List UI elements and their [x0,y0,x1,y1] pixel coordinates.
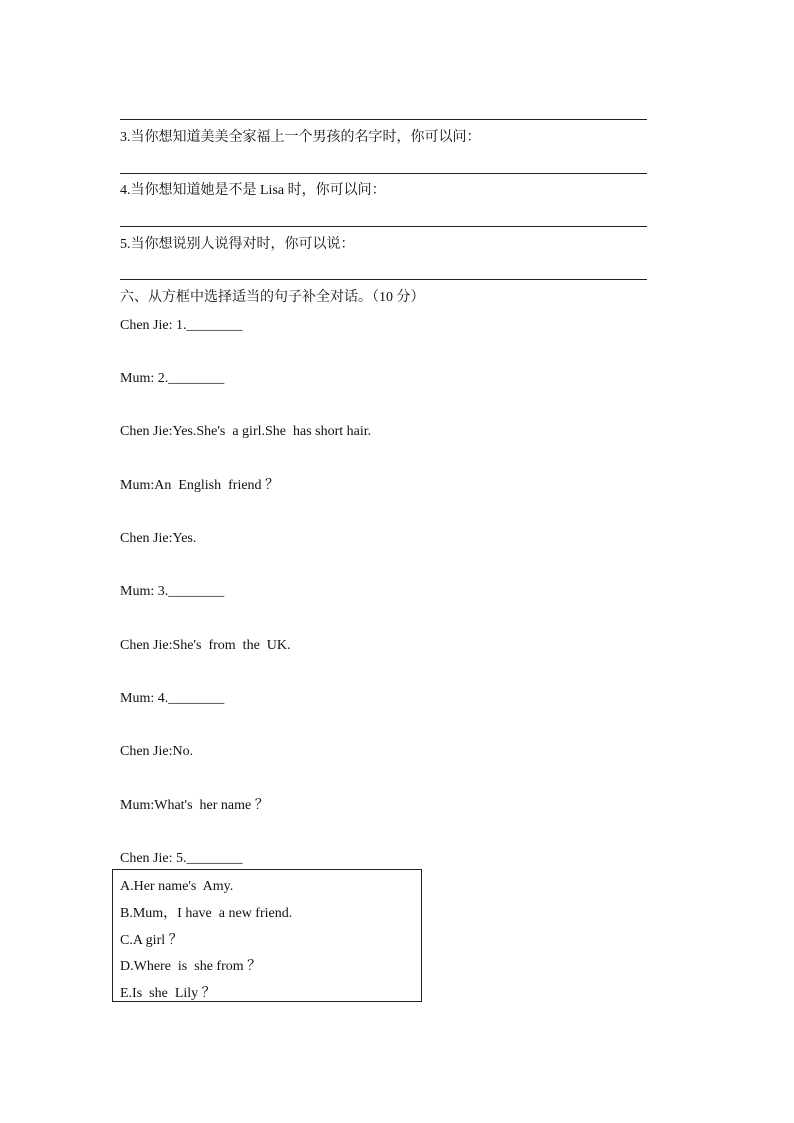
question-5-text: 当你想说别人说得对时，你可以说： [130,237,355,252]
dialogue-line-3: Chen Jie:Yes.She's a girl.She has short hair. [120,424,372,439]
option-e: E.Is she Lily ？ [120,986,216,1001]
answer-line-4[interactable] [120,226,647,227]
answer-line-3[interactable] [120,173,647,174]
dialogue-line-11: Chen Jie: 5.________ [120,851,243,866]
dialogue-line-5: Chen Jie:Yes. [120,531,197,546]
question-3-text: 当你想知道美美全家福上一个男孩的名字时，你可以问： [130,130,481,145]
dialogue-line-1: Chen Jie: 1.________ [120,318,243,333]
option-c: C.A girl ？ [120,933,183,948]
question-4 [120,182,386,200]
option-a: A.Her name's Amy. [120,879,234,894]
dialogue-line-4: Mum:An English friend ？ [120,478,280,493]
question-3 [120,129,481,147]
option-b: B.Mum，I have a new friend. [120,906,293,921]
option-d: D.Where is she from ？ [120,959,262,974]
dialogue-line-8: Mum: 4.________ [120,691,225,706]
question-4-number: 4. [120,183,131,198]
answer-line-5[interactable] [120,279,647,280]
question-4-text: 当你想知道她是不是 Lisa 时，你可以问： [130,183,386,198]
options-box [112,869,422,1002]
answer-line-2 [120,119,647,120]
dialogue-line-9: Chen Jie:No. [120,744,194,759]
dialogue-line-7: Chen Jie:She's from the UK. [120,638,291,653]
dialogue-line-2: Mum: 2.________ [120,371,225,386]
question-5 [120,236,355,254]
dialogue-line-10: Mum:What's her name ？ [120,798,269,813]
section-6-heading: 六、从方框中选择适当的句子补全对话。（10 分） [120,290,425,305]
question-5-number: 5. [120,237,131,252]
question-3-number: 3. [120,130,131,145]
dialogue-line-6: Mum: 3.________ [120,584,225,599]
